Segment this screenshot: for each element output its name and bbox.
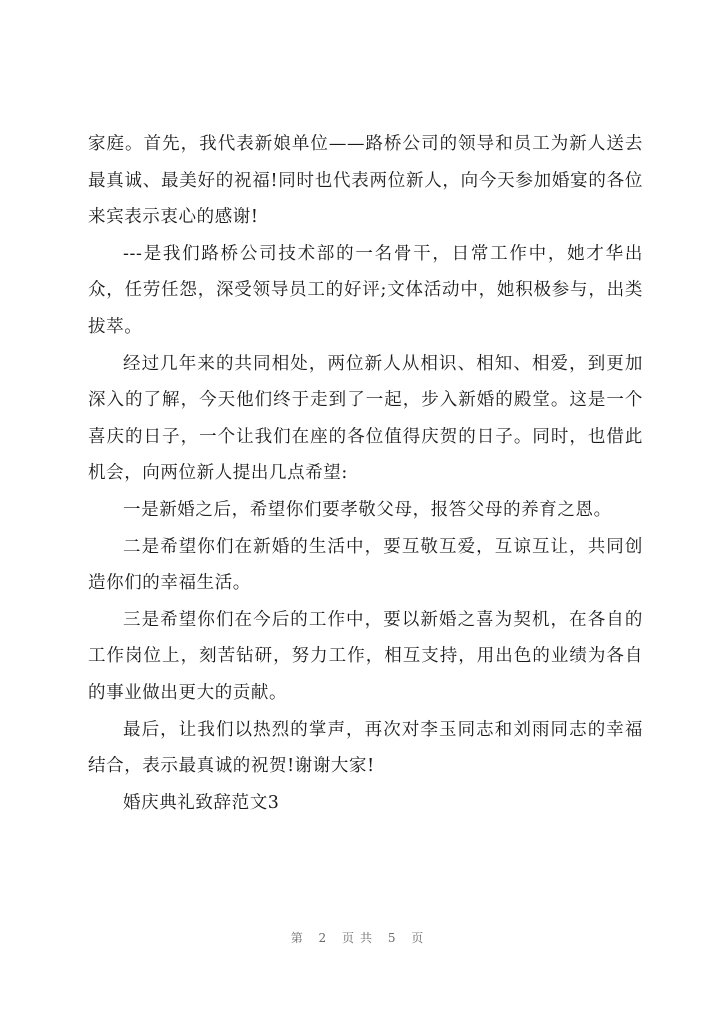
page-number-label: 第 2 页共 5 页 bbox=[290, 931, 430, 945]
paragraph-6: 三是希望你们在今后的工作中，要以新婚之喜为契机，在各自的工作岗位上，刻苦钻研，努力工作，相互支持，用出色的业绩为各自的事业做出更大的贡献。 bbox=[88, 609, 643, 703]
paragraph-4: 一是新婚之后，希望你们要孝敬父母，报答父母的养育之恩。 bbox=[123, 499, 612, 520]
paragraph-3: 经过几年来的共同相处，两位新人从相识、相知、相爱，到更加深入的了解，今天他们终于走到了一起，步入新婚的殿堂。这是一个喜庆的日子，一个让我们在座的各位值得庆贺的日子。同时，也借此机会，向两位新人提出几点希望: bbox=[88, 353, 643, 484]
paragraph-7: 最后，让我们以热烈的掌声，再次对李玉同志和刘雨同志的幸福结合，表示最真诚的祝贺!谢谢大家! bbox=[88, 719, 643, 777]
section-heading: 婚庆典礼致辞范文3 bbox=[123, 792, 280, 813]
paragraph-5: 二是希望你们在新婚的生活中，要互敬互爱，互谅互让，共同创造你们的幸福生活。 bbox=[88, 536, 643, 594]
document-body bbox=[88, 126, 643, 821]
page-footer bbox=[0, 929, 720, 946]
paragraph-1: 家庭。首先，我代表新娘单位——路桥公司的领导和员工为新人送去最真诚、最美好的祝福!同时也代表两位新人，向今天参加婚宴的各位来宾表示衷心的感谢! bbox=[88, 134, 643, 228]
paragraph-2: ---是我们路桥公司技术部的一名骨干，日常工作中，她才华出众，任劳任怨，深受领导员工的好评;文体活动中，她积极参与，出类拔萃。 bbox=[88, 243, 643, 337]
